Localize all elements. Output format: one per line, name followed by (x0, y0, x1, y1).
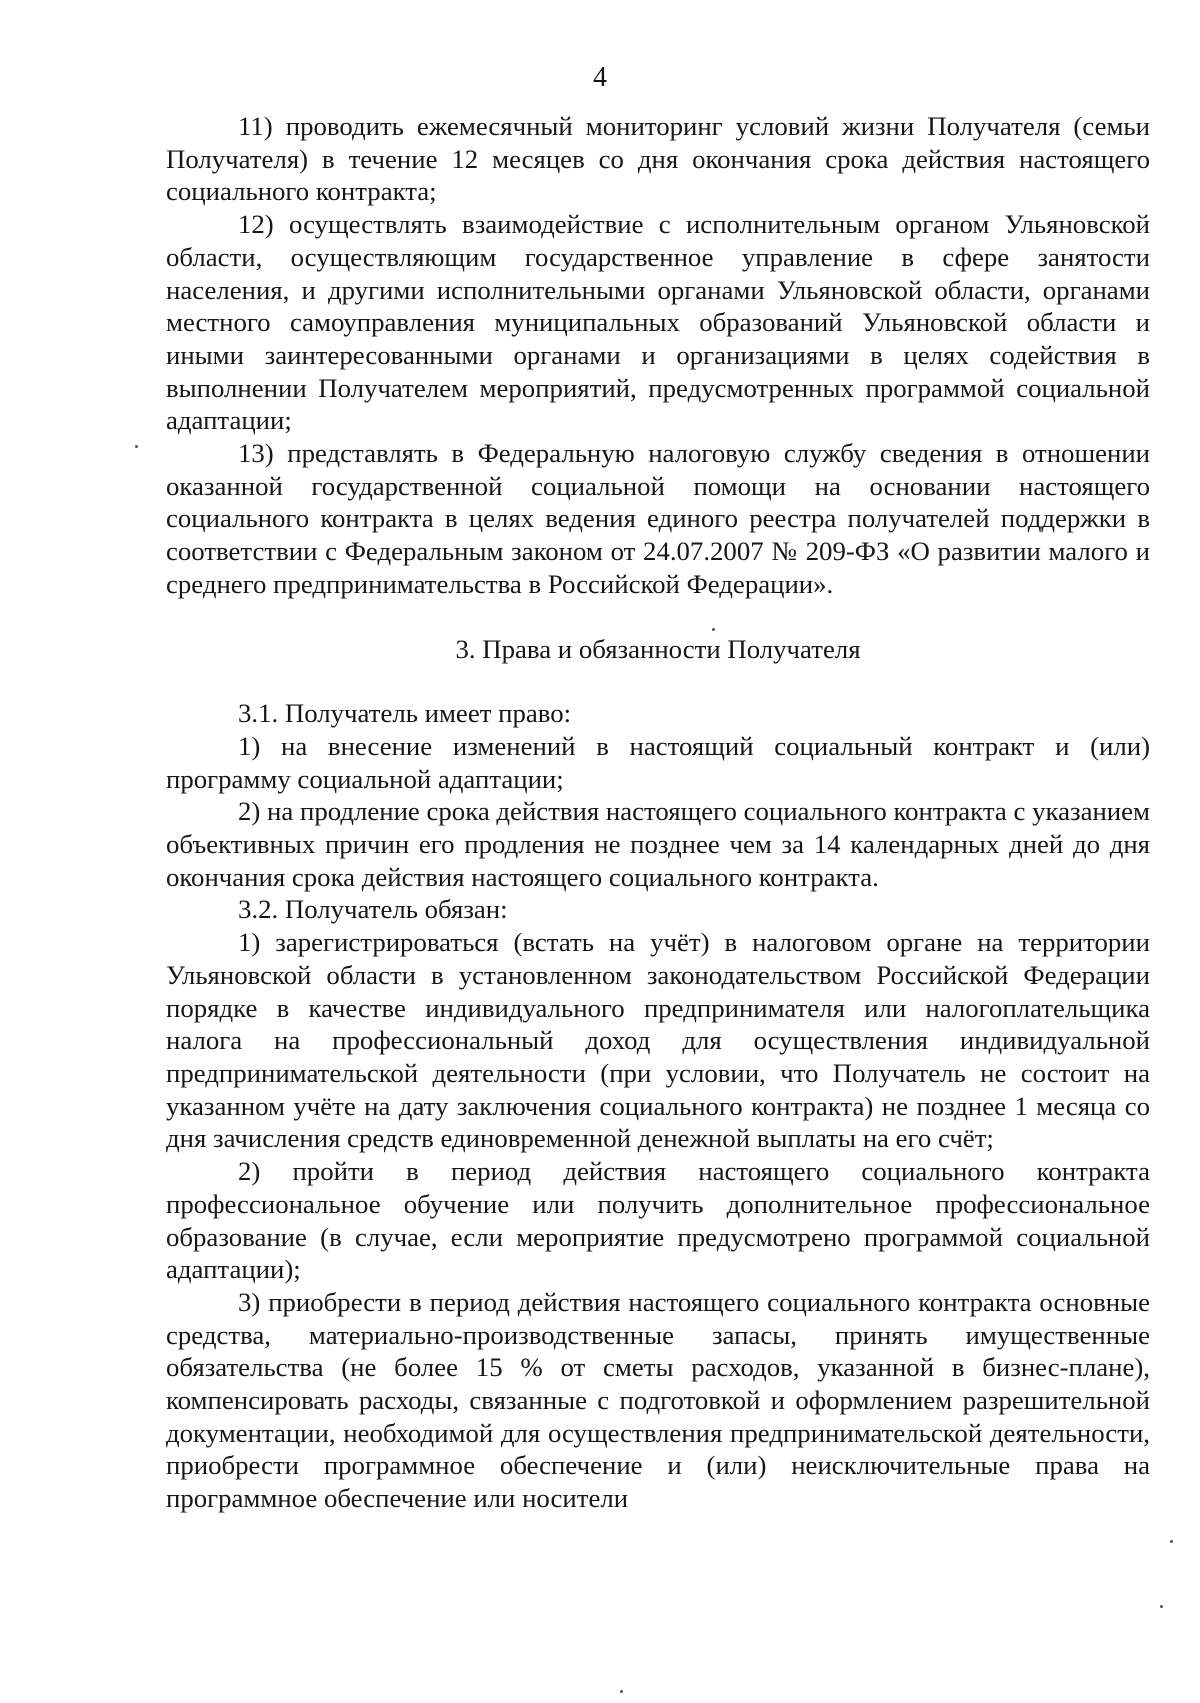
scan-speck (1170, 1540, 1173, 1543)
clause-3-1: 3.1. Получатель имеет право: (238, 698, 572, 729)
section-title: 3. Права и обязанности Получателя (455, 633, 861, 664)
clause-3-1-item-1: 1) на внесение изменений в настоящий социальный контракт и (или) программу социальной адаптации; (166, 730, 1150, 794)
clause-3-2-item-2: 2) пройти в период действия настоящего социального контракта профессиональное обучение или получить дополнительное профессиональное образование (в случае, если мероприятие предусмотрено программой социальной адаптации); (166, 1156, 1150, 1285)
page-number: 4 (593, 62, 607, 93)
paragraph-item-11: 11) проводить ежемесячный мониторинг условий жизни Получателя (семьи Получателя) в течение 12 месяцев со дня окончания срока действия настоящего социального контракта; (166, 111, 1150, 207)
clause-3-2-item-1: 1) зарегистрироваться (встать на учёт) в налоговом органе на территории Ульяновской области в установленном законодательством Российской Федерации порядке в качестве индивидуального предпринимателя или налогоплательщика налога на профессиональный доход для осуществления индивидуальной предпринимательской деятельности (при условии, что Получатель не состоит на указанном учёте на дату заключения социального контракта) не позднее 1 месяца со дня зачисления средств единовременной денежной выплаты на его счёт; (166, 927, 1150, 1154)
clause-3-2-item-3: 3) приобрести в период действия настоящего социального контракта основные средства, материально-производственные запасы, принять имущественные обязательства (не более 15 % от сметы расходов, указанной в бизнес-плане), компенсировать расходы, связанные с подготовкой и оформлением разрешительной документации, необходимой для осуществления предпринимательской деятельности, приобрести программное обеспечение и (или) неисключительные права на программное обеспечение или носители (166, 1286, 1150, 1514)
paragraph-item-12: 12) осуществлять взаимодействие с исполнительным органом Ульяновской области, осуществляющим государственное управление в сфере занятости населения, и другими исполнительными органами Ульяновской области, органами местного самоуправления муниципальных образований Ульяновской области и иными заинтересованными органами и организациями в целях содействия в выполнении Получателем мероприятий, предусмотренных программой социальной адаптации; (166, 209, 1150, 436)
clause-3-2: 3.2. Получатель обязан: (238, 894, 508, 925)
paragraph-item-13: 13) представлять в Федеральную налоговую службу сведения в отношении оказанной государственной социальной помощи на основании настоящего социального контракта в целях ведения единого реестра получателей поддержки в соответствии с Федеральным законом от 24.07.2007 № 209-ФЗ «О развитии малого и среднего предпринимательства в Российской Федерации». (166, 438, 1150, 599)
scan-speck (620, 1690, 623, 1693)
scan-speck (1160, 1605, 1163, 1608)
scan-speck (135, 445, 138, 448)
clause-3-1-item-2: 2) на продление срока действия настоящего социального контракта с указанием объективных причин его продления не позднее чем за 14 календарных дней до дня окончания срока действия настоящего социального контракта. (166, 796, 1150, 892)
document-body (166, 110, 1150, 1515)
scan-speck (712, 628, 715, 631)
